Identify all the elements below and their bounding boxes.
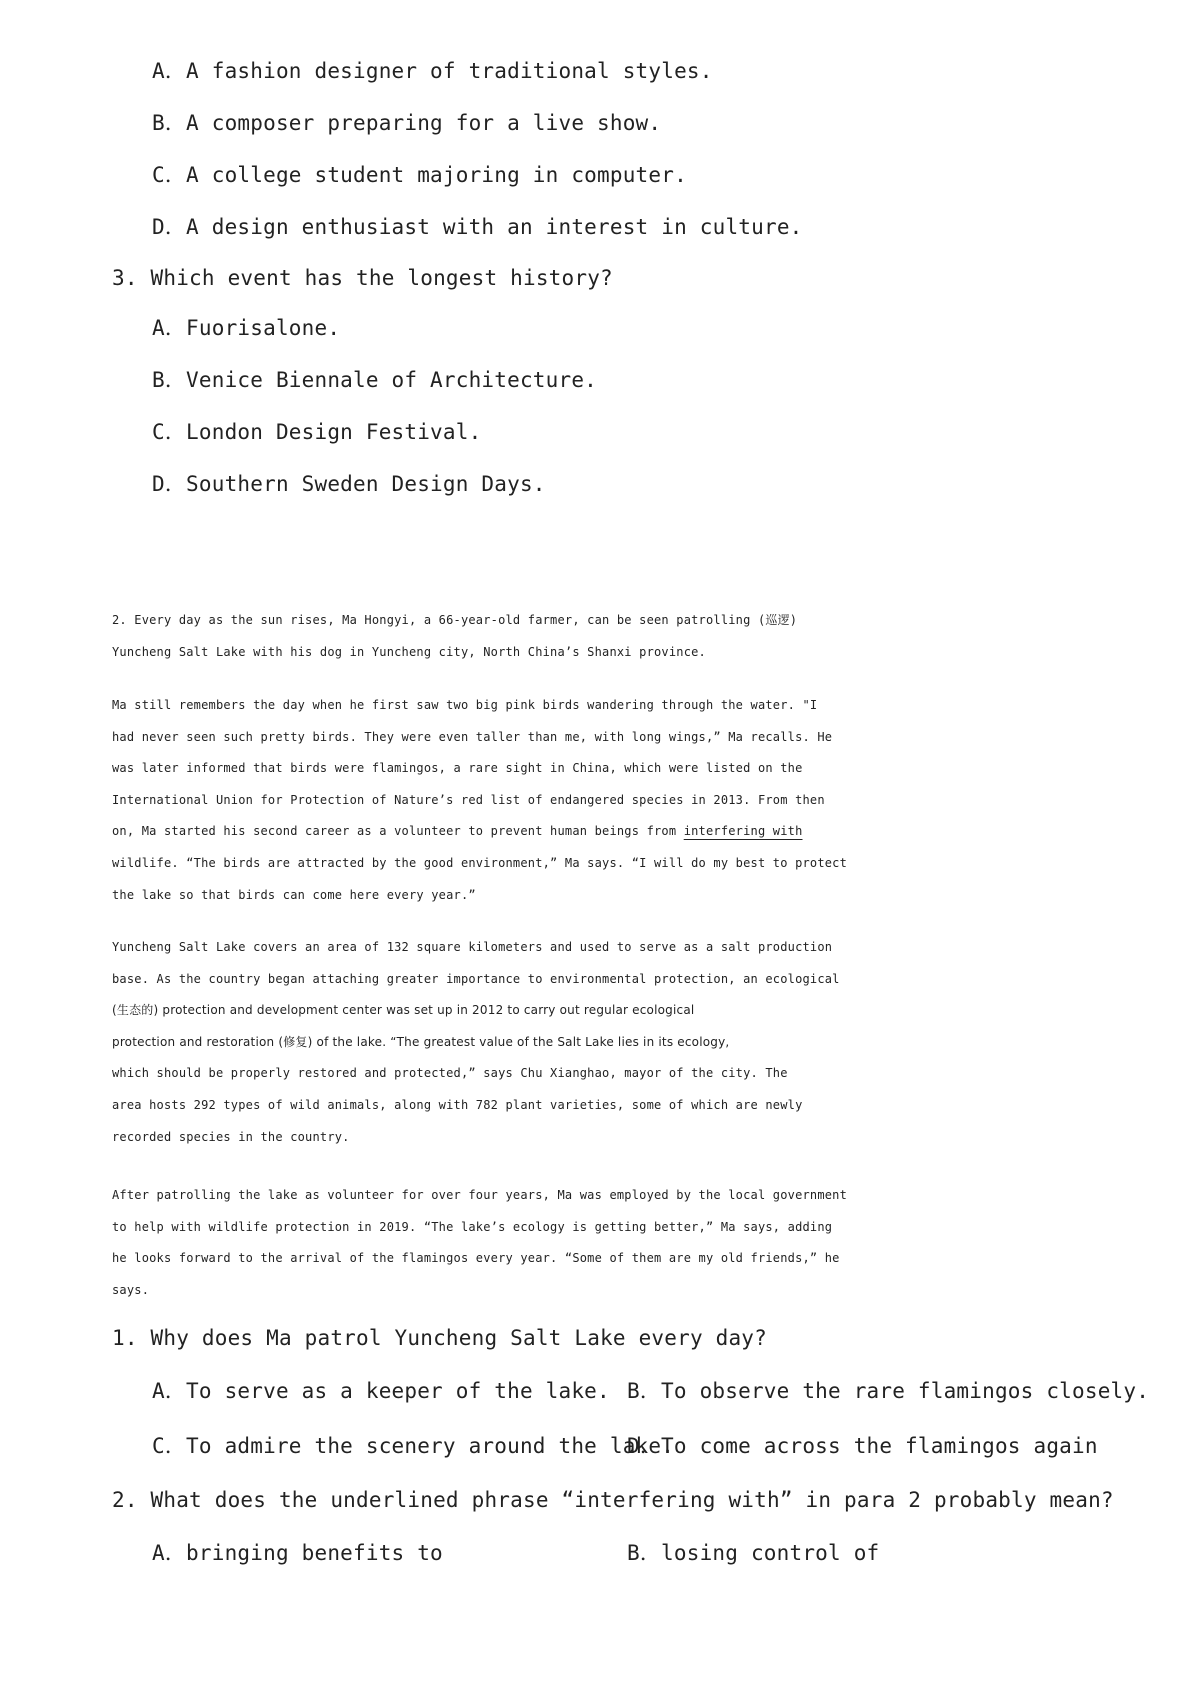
q2-option-a: A．bringing benefits to <box>152 1541 443 1565</box>
passage-line: Yuncheng Salt Lake with his dog in Yuncheng city, North China’s Shanxi province. <box>112 644 706 659</box>
passage-line: area hosts 292 types of wild animals, along with 782 plant varieties, some of which are newly <box>112 1097 803 1112</box>
question-2-stem: 2. What does the underlined phrase “interfering with” in para 2 probably mean? <box>112 1488 1114 1512</box>
passage-line: says. <box>112 1282 150 1297</box>
passage-line: 2. Every day as the sun rises, Ma Hongyi, a 66-year-old farmer, can be seen patrolling (巡逻) <box>112 613 798 627</box>
q1-option-b: B．To observe the rare flamingos closely. <box>627 1379 1150 1403</box>
option-b: B．A composer preparing for a live show. <box>152 111 662 135</box>
passage-line: Yuncheng Salt Lake covers an area of 132 square kilometers and used to serve as a salt production <box>112 940 833 954</box>
passage-paragraph-1 <box>112 605 1191 668</box>
q1-option-d: D．To come across the flamingos again <box>627 1434 1098 1458</box>
option-d: D．A design enthusiast with an interest in culture. <box>152 215 803 239</box>
passage-line: protection and restoration (修复) of the lake. “The greatest value of the Salt Lake lies in its ecology, <box>112 1034 730 1049</box>
passage-line: Ma still remembers the day when he first saw two big pink birds wandering through the water. "I <box>112 698 818 712</box>
q3-option-d: D．Southern Sweden Design Days. <box>152 472 546 496</box>
q3-option-a: A．Fuorisalone. <box>152 316 341 340</box>
option-c: C．A college student majoring in computer. <box>152 163 687 187</box>
passage-line: was later informed that birds were flamingos, a rare sight in China, which were listed on the <box>112 761 803 776</box>
passage-line: (生态的) protection and development center was set up in 2012 to carry out regular ecological <box>112 1003 695 1018</box>
q2-option-b: B．losing control of <box>627 1541 880 1565</box>
q3-option-b: B．Venice Biennale of Architecture. <box>152 368 598 392</box>
passage-paragraph-2 <box>112 690 1191 911</box>
passage-line: which should be properly restored and protected,” says Chu Xianghao, mayor of the city. The <box>112 1066 788 1081</box>
passage-line: wildlife. “The birds are attracted by the good environment,” Ma says. “I will do my best to protect <box>112 855 848 870</box>
passage-line: International Union for Protection of Nature’s red list of endangered species in 2013. From then <box>112 792 825 807</box>
passage-paragraph-4 <box>112 1180 1191 1306</box>
passage-line: After patrolling the lake as volunteer for over four years, Ma was employed by the local government <box>112 1188 848 1202</box>
passage-line: the lake so that birds can come here every year.” <box>112 887 476 902</box>
question-3-stem: 3. Which event has the longest history? <box>112 266 613 290</box>
passage-line: he looks forward to the arrival of the flamingos every year. “Some of them are my old friends,” he <box>112 1251 840 1266</box>
q3-option-c: C．London Design Festival. <box>152 420 482 444</box>
passage-line: recorded species in the country. <box>112 1129 350 1144</box>
q1-option-c: C．To admire the scenery around the lake. <box>152 1434 675 1458</box>
passage-line: had never seen such pretty birds. They were even taller than me, with long wings,” Ma recalls. He <box>112 729 833 744</box>
passage-line: to help with wildlife protection in 2019. “The lake’s ecology is getting better,” Ma says, adding <box>112 1219 833 1234</box>
passage-line-with-underline: on, Ma started his second career as a volunteer to prevent human beings from interfering with <box>112 824 803 839</box>
q1-option-a: A．To serve as a keeper of the lake. <box>152 1379 610 1403</box>
passage-line: base. As the country began attaching greater importance to environmental protection, an ecological <box>112 971 840 986</box>
passage-paragraph-3 <box>112 932 1191 1153</box>
question-1-stem: 1. Why does Ma patrol Yuncheng Salt Lake every day? <box>112 1326 767 1350</box>
underlined-phrase: interfering with <box>683 824 803 839</box>
option-a: A．A fashion designer of traditional styles. <box>152 59 713 83</box>
